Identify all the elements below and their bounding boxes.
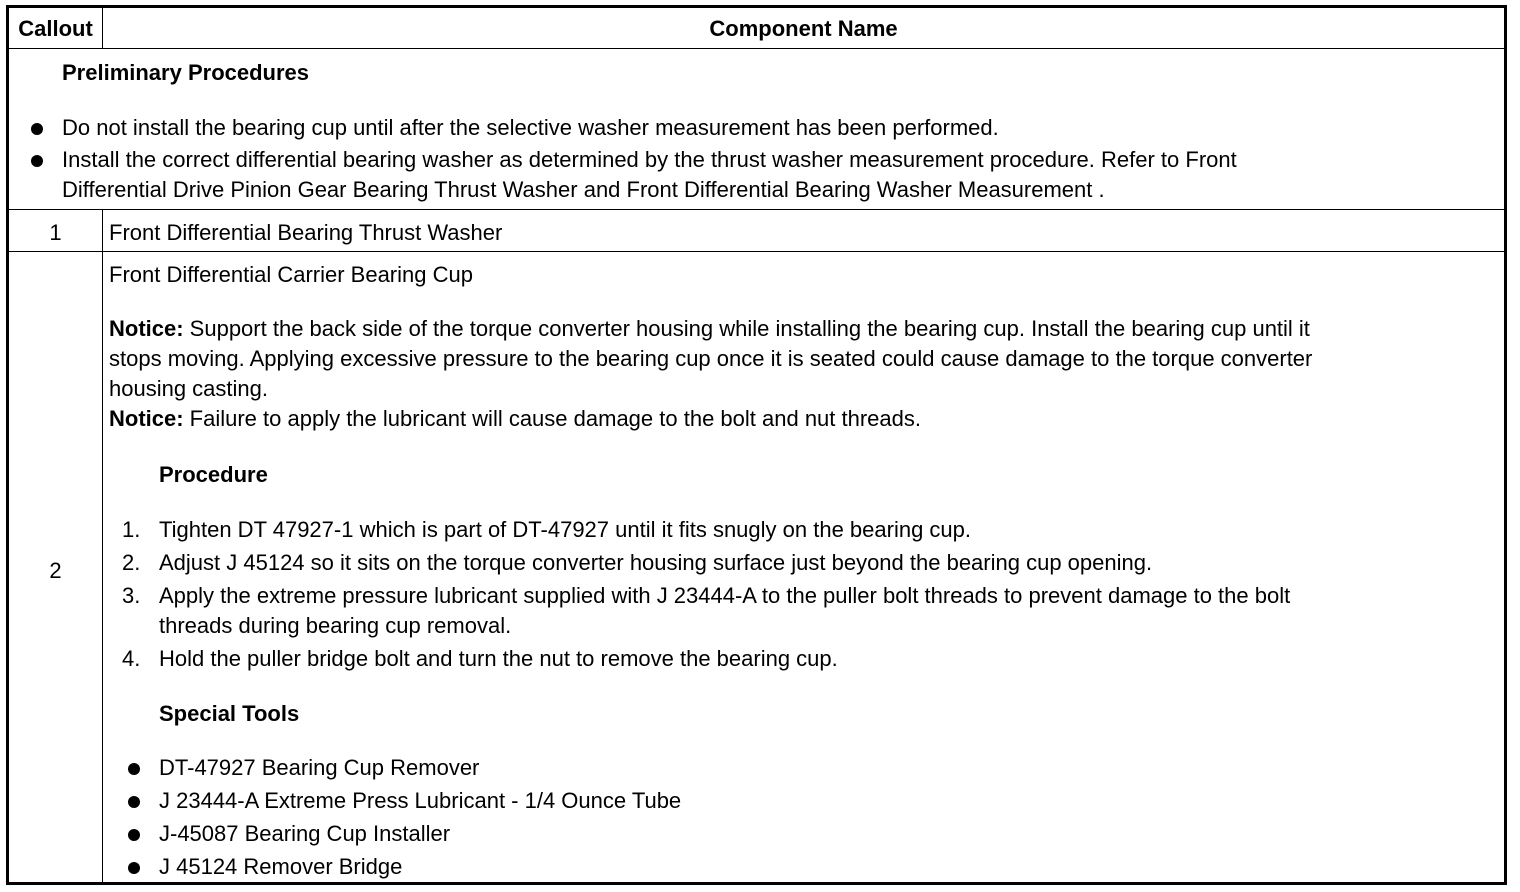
notice-text: housing casting. <box>109 376 268 401</box>
preliminary-bullet-text: Install the correct differential bearing washer as determined by the thrust washer measurement procedure. Refer to Front <box>62 147 1237 172</box>
step-number: 2. <box>122 550 141 575</box>
header-divider <box>9 48 1504 49</box>
preliminary-bullet-text: Do not install the bearing cup until after the selective washer measurement has been performed. <box>62 115 999 140</box>
step-number: 4. <box>122 646 141 671</box>
step-text: Apply the extreme pressure lubricant supplied with J 23444-A to the puller bolt threads to prevent damage to the bolt <box>159 583 1291 608</box>
special-tools-heading: Special Tools <box>159 701 300 726</box>
header-callout: Callout <box>18 16 93 41</box>
tool-item: J-45087 Bearing Cup Installer <box>159 821 451 846</box>
bullet-icon <box>31 155 43 167</box>
preliminary-bullet-text: Differential Drive Pinion Gear Bearing Thrust Washer and Front Differential Bearing Washer Measurement . <box>62 177 1105 202</box>
bullet-icon <box>128 862 140 874</box>
notice <box>109 314 1310 344</box>
notice <box>109 404 921 434</box>
tool-item: J 45124 Remover Bridge <box>159 854 403 879</box>
notice-text: Support the back side of the torque converter housing while installing the bearing cup. Install the bearing cup until it <box>183 316 1310 341</box>
row-divider <box>9 251 1504 252</box>
header-component-name: Component Name <box>709 16 898 41</box>
step-text: Tighten DT 47927-1 which is part of DT-47927 until it fits snugly on the bearing cup. <box>159 517 972 542</box>
tool-item: J 23444-A Extreme Press Lubricant - 1/4 Ounce Tube <box>159 788 682 813</box>
bullet-icon <box>31 123 43 135</box>
bullet-icon <box>128 763 140 775</box>
bullet-icon <box>128 829 140 841</box>
row-callout: 2 <box>49 558 62 583</box>
tool-item: DT-47927 Bearing Cup Remover <box>159 755 480 780</box>
row-callout: 1 <box>49 220 62 245</box>
notice-text: Failure to apply the lubricant will cause damage to the bolt and nut threads. <box>183 406 922 431</box>
row-divider <box>9 209 1504 210</box>
step-number: 3. <box>122 583 141 608</box>
row-component-name: Front Differential Bearing Thrust Washer <box>109 220 503 245</box>
column-divider <box>102 209 103 885</box>
preliminary-heading: Preliminary Procedures <box>62 60 310 85</box>
component-table <box>6 5 1507 885</box>
notice-label: Notice: <box>109 406 184 431</box>
step-text: Hold the puller bridge bolt and turn the nut to remove the bearing cup. <box>159 646 838 671</box>
procedure-heading: Procedure <box>159 462 268 487</box>
bullet-icon <box>128 796 140 808</box>
step-number: 1. <box>122 517 141 542</box>
step-text: threads during bearing cup removal. <box>159 613 512 638</box>
notice-text: stops moving. Applying excessive pressure to the bearing cup once it is seated could cause damage to the torque converter <box>109 346 1313 371</box>
step-text: Adjust J 45124 so it sits on the torque converter housing surface just beyond the bearing cup opening. <box>159 550 1153 575</box>
row-component-name: Front Differential Carrier Bearing Cup <box>109 262 473 287</box>
notice-label: Notice: <box>109 316 184 341</box>
